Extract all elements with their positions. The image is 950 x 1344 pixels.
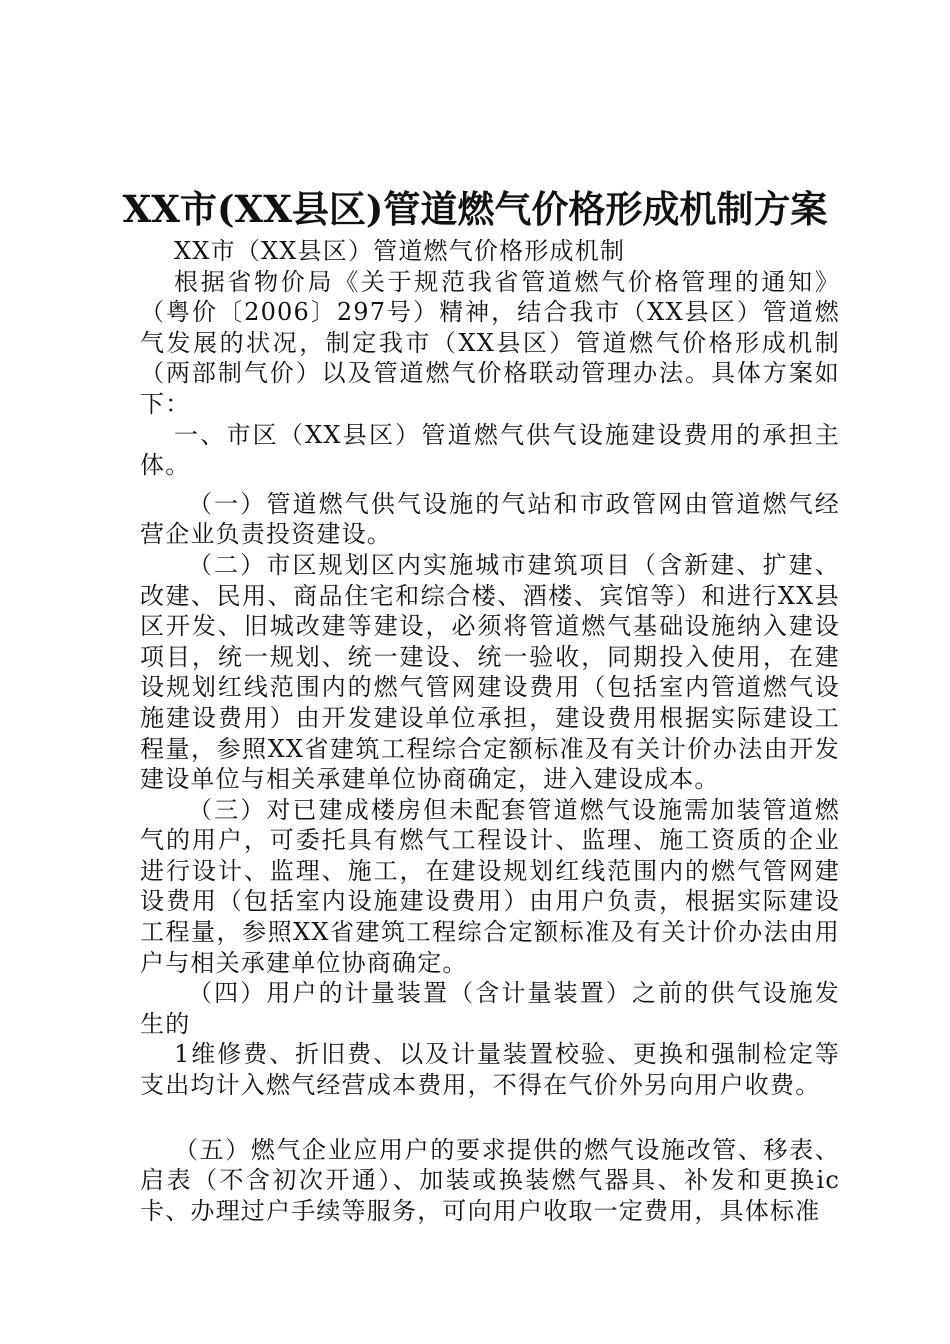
paragraph-item-1: （一）管道燃气供气设施的气站和市政管网由管道燃气经营企业负责投资建设。	[140, 489, 840, 549]
document-body	[140, 236, 840, 1226]
document-title: XX市(XX县区)管道燃气价格形成机制方案	[122, 187, 828, 231]
paragraph-item-4-cont: 1维修费、折旧费、以及计量装置校验、更换和强制检定等支出均计入燃气经营成本费用，不得在气价外另向用户收费。	[140, 1040, 840, 1100]
paragraph-item-4: （四）用户的计量装置（含计量装置）之前的供气设施发生的	[140, 979, 840, 1038]
paragraph-subtitle: XX市（XX县区）管道燃气价格形成机制	[174, 237, 626, 265]
paragraph-item-5: （五）燃气企业应用户的要求提供的燃气设施改管、移表、启表（不含初次开通）、加装或换装燃气器具、补发和更换ic卡、办理过户手续等服务，可向用户收取一定费用，具体标准	[140, 1135, 840, 1225]
paragraph-intro: 根据省物价局《关于规范我省管道燃气价格管理的通知》（粤价〔2006〕297号）精神，结合我市（XX县区）管道燃气发展的状况，制定我市（XX县区）管道燃气价格形成机制（两部制气价）以及管道燃气价格联动管理办法。具体方案如下：	[140, 267, 840, 418]
paragraph-item-2: （二）市区规划区内实施城市建筑项目（含新建、扩建、改建、民用、商品住宅和综合楼、酒楼、宾馆等）和进行XX县区开发、旧城改建等建设，必须将管道燃气基础设施纳入建设项目，统一规划、统一建设、统一验收，同期投入使用，在建设规划红线范围内的燃气管网建设费用（包括室内管道燃气设施建设费用）由开发建设单位承担，建设费用根据实际建设工程量，参照XX省建筑工程综合定额标准及有关计价办法由开发建设单位与相关承建单位协商确定，进入建设成本。	[140, 550, 840, 794]
paragraph-item-3: （三）对已建成楼房但未配套管道燃气设施需加装管道燃气的用户，可委托具有燃气工程设计、监理、施工资质的企业进行设计、监理、施工，在建设规划红线范围内的燃气管网建设费用（包括室内设施建设费用）由用户负责，根据实际建设工程量，参照XX省建筑工程综合定额标准及有关计价办法由用户与相关承建单位协商确定。	[140, 795, 840, 977]
paragraph-section-1: 一、市区（XX县区）管道燃气供气设施建设费用的承担主体。	[140, 420, 840, 480]
